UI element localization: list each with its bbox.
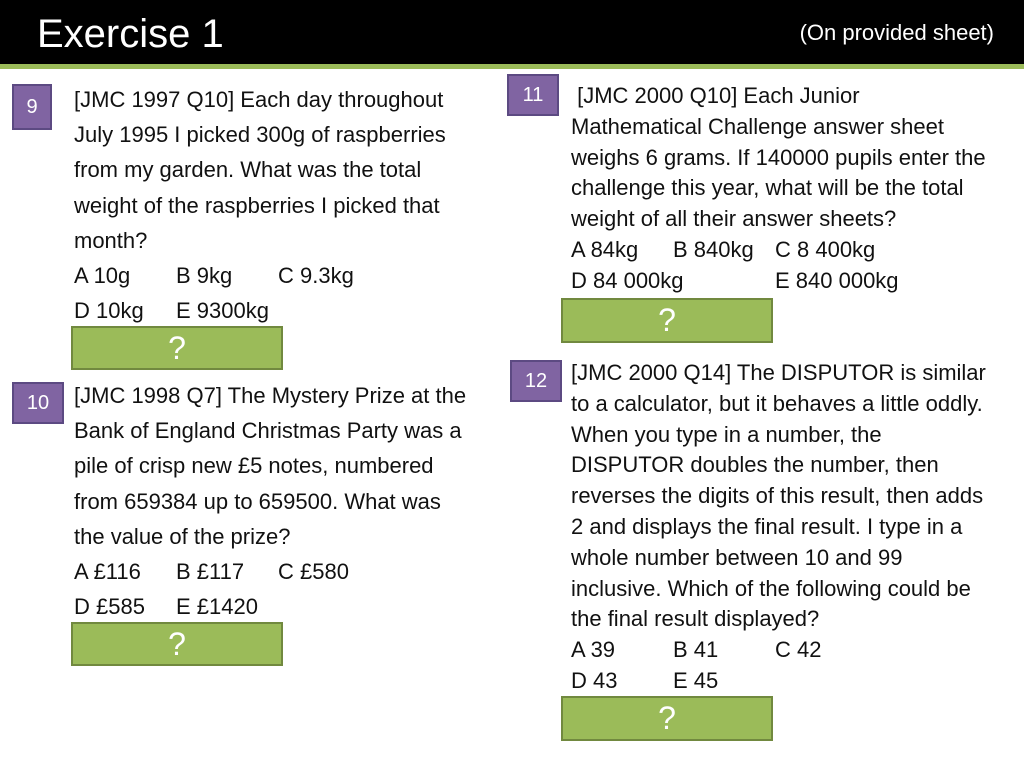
option-d: D 43: [571, 667, 618, 693]
question-line: challenge this year, what will be the total: [571, 175, 964, 201]
option-a: A 39: [571, 637, 616, 663]
question-line: Mathematical Challenge answer sheet: [571, 113, 944, 139]
option-c: C £580: [278, 559, 349, 585]
options-row: [571, 266, 986, 297]
question-line: weighs 6 grams. If 140000 pupils enter the: [571, 144, 986, 170]
question-line: month?: [74, 227, 148, 253]
option-e: E £1420: [176, 594, 258, 620]
question-text: [74, 378, 466, 624]
option-c: C 42: [775, 637, 822, 663]
options-row: [74, 554, 466, 589]
reveal-answer-button[interactable]: ?: [71, 326, 283, 370]
options-row: [571, 635, 986, 666]
question-line: [JMC 2000 Q10] Each Junior: [571, 83, 860, 108]
option-e: E 840 000kg: [775, 267, 899, 293]
question-line: DISPUTOR doubles the number, then: [571, 452, 939, 478]
question-line: to a calculator, but it behaves a little oddly.: [571, 390, 983, 416]
title-divider: [0, 64, 1024, 69]
question-number-badge: 12: [510, 360, 562, 402]
option-a: A 84kg: [571, 236, 639, 262]
option-e: E 9300kg: [176, 298, 269, 324]
reveal-answer-button[interactable]: ?: [561, 298, 773, 343]
question-line: [JMC 1997 Q10] Each day throughout: [74, 87, 444, 112]
question-line: inclusive. Which of the following could be: [571, 575, 971, 601]
option-b: B £117: [176, 559, 245, 585]
option-d: D 84 000kg: [571, 267, 684, 293]
reveal-answer-button[interactable]: ?: [561, 696, 773, 741]
option-c: C 9.3kg: [278, 263, 354, 289]
options-row: [74, 293, 446, 328]
option-e: E 45: [673, 667, 719, 693]
options-row: [74, 258, 446, 293]
question-text: [571, 81, 986, 297]
question-number-badge: 9: [12, 84, 52, 130]
question-line: the final result displayed?: [571, 606, 820, 632]
question-line: Bank of England Christmas Party was a: [74, 418, 462, 444]
option-d: D £585: [74, 594, 145, 620]
question-line: pile of crisp new £5 notes, numbered: [74, 453, 434, 479]
option-b: B 840kg: [673, 236, 754, 262]
options-row: [571, 235, 986, 266]
options-row: [571, 666, 986, 697]
question-line: weight of the raspberries I picked that: [74, 192, 440, 218]
question-line: the value of the prize?: [74, 523, 291, 549]
question-number-badge: 10: [12, 382, 64, 424]
question-line: July 1995 I picked 300g of raspberries: [74, 122, 446, 148]
option-a: A 10g: [74, 263, 131, 289]
slide-subtitle: (On provided sheet): [799, 20, 994, 45]
question-line: from my garden. What was the total: [74, 157, 422, 183]
question-number-badge: 11: [507, 74, 559, 116]
question-line: reverses the digits of this result, then adds: [571, 483, 984, 509]
title-bar: [0, 0, 1024, 64]
options-row: [74, 589, 466, 624]
question-line: [JMC 1998 Q7] The Mystery Prize at the: [74, 383, 467, 408]
reveal-answer-button[interactable]: ?: [71, 622, 283, 666]
question-line: [JMC 2000 Q14] The DISPUTOR is similar: [571, 360, 986, 385]
option-b: B 41: [673, 637, 719, 663]
question-text: [571, 358, 986, 697]
question-line: weight of all their answer sheets?: [571, 206, 897, 232]
question-line: from 659384 up to 659500. What was: [74, 488, 441, 514]
question-line: whole number between 10 and 99: [571, 544, 903, 570]
option-a: A £116: [74, 559, 141, 585]
question-line: When you type in a number, the: [571, 421, 882, 447]
option-c: C 8 400kg: [775, 236, 876, 262]
question-text: [74, 82, 446, 328]
question-line: 2 and displays the final result. I type in a: [571, 513, 963, 539]
option-b: B 9kg: [176, 263, 233, 289]
option-d: D 10kg: [74, 298, 144, 324]
slide-title: Exercise 1: [37, 12, 224, 56]
